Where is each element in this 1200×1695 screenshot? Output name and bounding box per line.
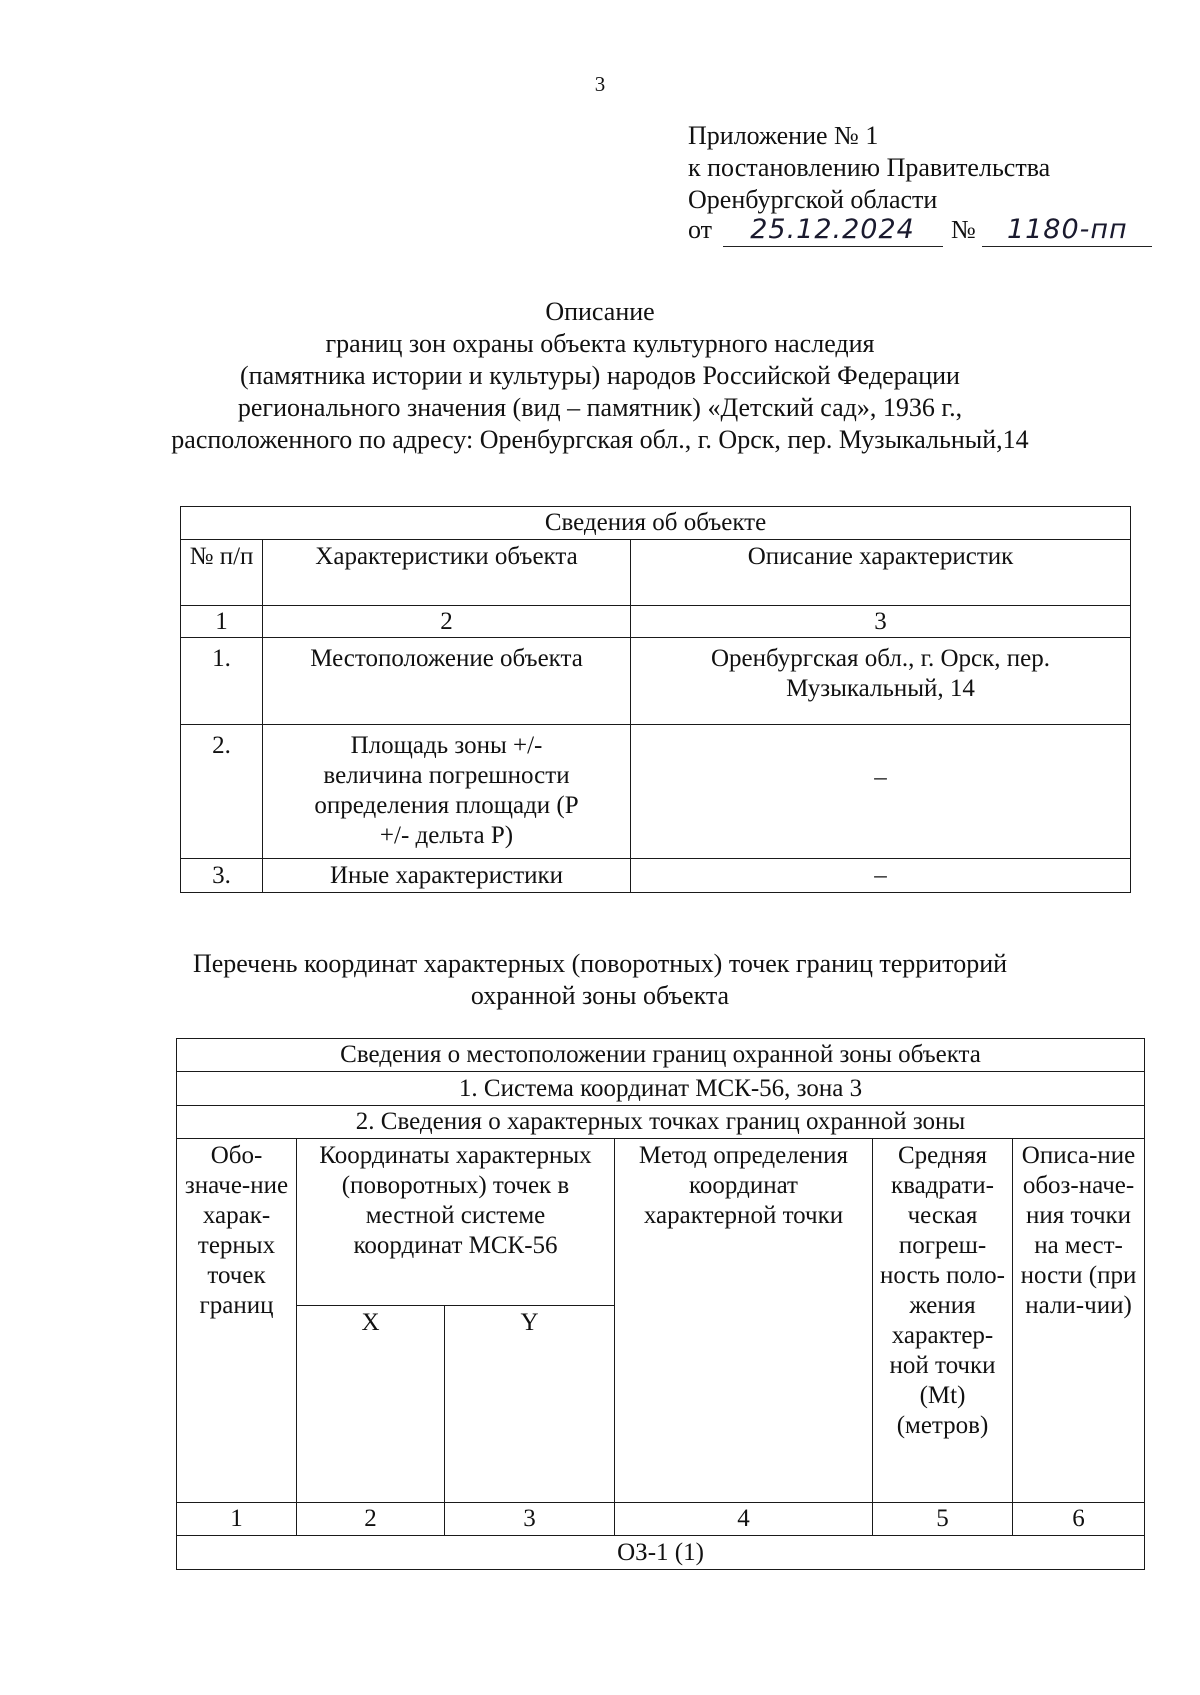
coords-caption-2: 1. Система координат МСК-56, зона 3 bbox=[177, 1072, 1145, 1106]
title-line-2: границ зон охраны объекта культурного наследия bbox=[325, 329, 875, 358]
col-coordinates: Координаты характерных (поворотных) точек в местной системе координат МСК-56 bbox=[297, 1139, 615, 1306]
col-error: Средняя квадрати-ческая погреш-ность поло-жения характер-ной точки (Mt) (метров) bbox=[873, 1139, 1013, 1503]
table-caption-row bbox=[177, 1072, 1145, 1106]
col-number-5: 5 bbox=[873, 1503, 1013, 1536]
table-header-row bbox=[181, 540, 1131, 606]
table-caption-row bbox=[177, 1106, 1145, 1139]
table-caption-row bbox=[181, 507, 1131, 540]
header-characteristics: Характеристики объекта bbox=[263, 540, 631, 606]
col-y: Y bbox=[445, 1306, 615, 1503]
table-caption-row bbox=[177, 1039, 1145, 1072]
title-line-4: регионального значения (вид – памятник) «Детский сад», 1936 г., bbox=[237, 393, 963, 422]
col-number-1: 1 bbox=[177, 1503, 297, 1536]
coordinates-table bbox=[176, 1038, 1145, 1570]
table-row bbox=[181, 638, 1131, 725]
row-3-name: Иные характеристики bbox=[263, 859, 631, 893]
row-3-num: 3. bbox=[181, 859, 263, 893]
col-number-2: 2 bbox=[297, 1503, 445, 1536]
table-row bbox=[177, 1503, 1145, 1536]
title-line-5: расположенного по адресу: Оренбургская обл., г. Орск, пер. Музыкальный,14 bbox=[171, 425, 1029, 454]
handwritten-number: 1180-пп bbox=[982, 214, 1152, 247]
col-method: Метод определения координат характерной точки bbox=[615, 1139, 873, 1503]
row-2-num: 2. bbox=[181, 725, 263, 859]
table-row bbox=[181, 606, 1131, 638]
coords-title-line-2: охранной зоны объекта bbox=[470, 981, 730, 1010]
col-number-4: 4 bbox=[615, 1503, 873, 1536]
title-line-1: Описание bbox=[545, 297, 655, 326]
object-info-table bbox=[180, 506, 1131, 893]
row-3-desc: – bbox=[631, 859, 1131, 893]
header-description: Описание характеристик bbox=[631, 540, 1131, 606]
page-number: 3 bbox=[594, 72, 606, 96]
document-title bbox=[0, 296, 1200, 456]
table-row bbox=[177, 1536, 1145, 1570]
header-num: № п/п bbox=[181, 540, 263, 606]
header-number-3: 3 bbox=[631, 606, 1131, 638]
row-2-name: Площадь зоны +/- величина погрешности определения площади (P +/- дельта P) bbox=[263, 725, 631, 859]
col-designation: Обо-значе-ние харак-терных точек границ bbox=[177, 1139, 297, 1503]
table-row bbox=[181, 859, 1131, 893]
coordinates-list-title bbox=[0, 948, 1200, 1012]
handwritten-date: 25.12.2024 bbox=[723, 214, 943, 247]
appendix-header bbox=[688, 120, 1152, 249]
coords-caption-1: Сведения о местоположении границ охранной зоны объекта bbox=[177, 1039, 1145, 1072]
row-1-desc: Оренбургская обл., г. Орск, пер. Музыкальный, 14 bbox=[631, 638, 1131, 725]
col-x: X bbox=[297, 1306, 445, 1503]
coords-title-line-1: Перечень координат характерных (поворотных) точек границ территорий bbox=[192, 949, 1008, 978]
coords-caption-3: 2. Сведения о характерных точках границ охранной зоны bbox=[177, 1106, 1145, 1139]
title-line-3: (памятника истории и культуры) народов Российской Федерации bbox=[240, 361, 960, 390]
object-table-caption: Сведения об объекте bbox=[181, 507, 1131, 540]
number-prefix: № bbox=[951, 215, 976, 244]
zone-label: ОЗ-1 (1) bbox=[177, 1536, 1145, 1570]
date-prefix: от bbox=[688, 215, 713, 244]
row-1-num: 1. bbox=[181, 638, 263, 725]
header-number-1: 1 bbox=[181, 606, 263, 638]
header-number-2: 2 bbox=[263, 606, 631, 638]
col-number-3: 3 bbox=[445, 1503, 615, 1536]
col-point-description: Описа-ние обоз-наче-ния точки на мест-ности (при нали-чии) bbox=[1013, 1139, 1145, 1503]
col-number-6: 6 bbox=[1013, 1503, 1145, 1536]
appendix-line-2: к постановлению Правительства bbox=[688, 153, 1051, 182]
appendix-line-1: Приложение № 1 bbox=[688, 121, 879, 150]
appendix-date-line bbox=[688, 214, 1152, 247]
row-2-desc: – bbox=[631, 725, 1131, 859]
table-row bbox=[181, 725, 1131, 859]
appendix-line-3: Оренбургской области bbox=[688, 185, 938, 214]
row-1-name: Местоположение объекта bbox=[263, 638, 631, 725]
table-header-row bbox=[177, 1139, 1145, 1306]
